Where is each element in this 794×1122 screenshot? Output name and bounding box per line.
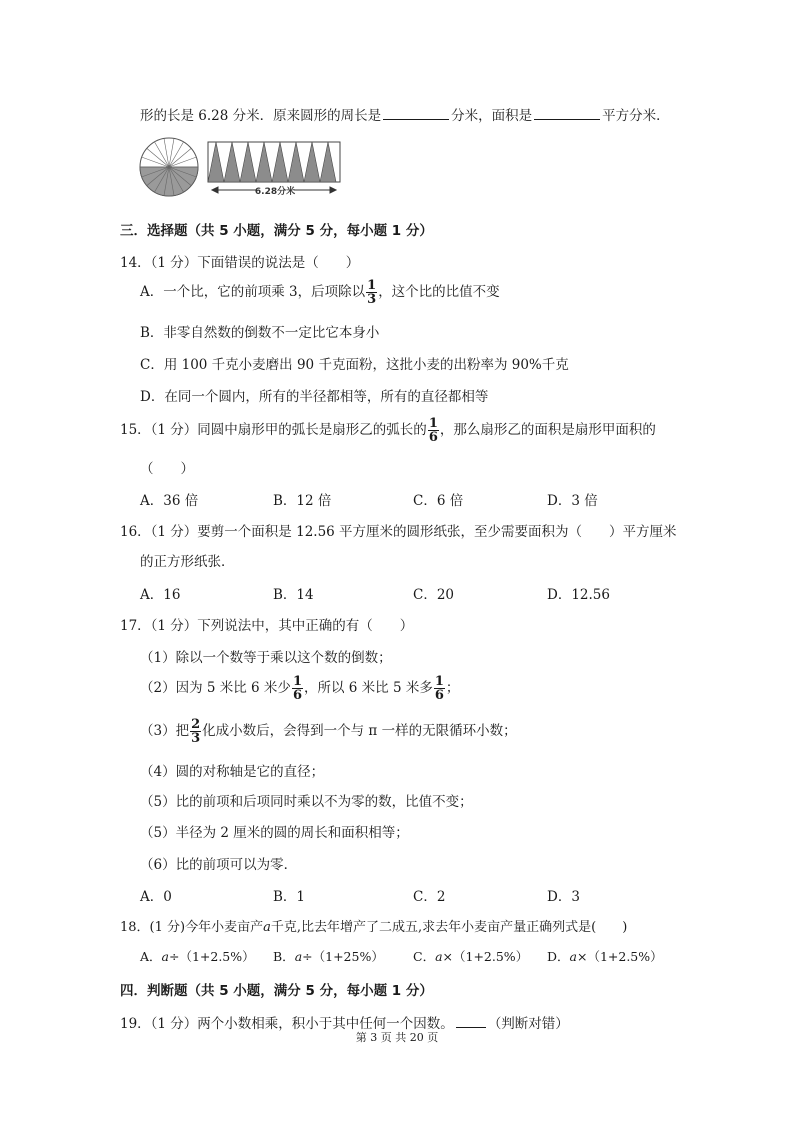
question-14-option-a[interactable]: A．一个比，它的前项乘 3，后项除以 $\frac{1}{3}$ ，这个比的比值不变 <box>140 278 500 307</box>
answer-blank-perimeter[interactable] <box>383 107 449 120</box>
fraction-one-sixth: $\frac{1}{6}$ <box>292 674 302 703</box>
fraction-one-third: $\frac{1}{3}$ <box>367 278 377 307</box>
question-15-stem: 15．（1 分）同圆中扇形甲的弧长是扇形乙的弧长的 $\frac{1}{6}$ ，那么扇形乙的面积是扇形甲面积的 <box>120 416 656 445</box>
question-17-option-c[interactable]: C．2 <box>413 889 446 905</box>
question-14-option-d[interactable]: D．在同一个圆内，所有的半径都相等，所有的直径都相等 <box>140 389 489 405</box>
question-18-stem: 18．(1 分)今年小麦亩产a千克,比去年增产了二成五,求去年小麦亩产量正确列式是( ) <box>120 920 628 935</box>
question-16-option-d[interactable]: D．12.56 <box>547 587 610 603</box>
question-18-option-a[interactable]: A．a÷（1+2.5%） <box>140 949 255 964</box>
question-17-statement-6: （5）半径为 2 厘米的圆的周长和面积相等； <box>140 825 409 841</box>
question-14-option-b[interactable]: B．非零自然数的倒数不一定比它本身小 <box>140 325 380 341</box>
question-17-option-d[interactable]: D．3 <box>547 889 580 905</box>
question-17-statement-2: （2）因为 5 米比 6 米少 $\frac{1}{6}$ ，所以 6 米比 5 米多 $\frac{1}{6}$ ； <box>140 674 460 703</box>
question-18-option-d[interactable]: D．a×（1+2.5%） <box>547 949 663 964</box>
question-17-statement-7: （6）比的前项可以为零． <box>140 857 298 873</box>
question-15-option-a[interactable]: A．36 倍 <box>140 493 199 509</box>
question-17-option-a[interactable]: A．0 <box>140 889 172 905</box>
question-18-option-b[interactable]: B．a÷（1+25%） <box>273 949 384 964</box>
question-17-statement-4: （4）圆的对称轴是它的直径； <box>140 764 325 780</box>
rearranged-strip <box>208 142 340 197</box>
circle-rearrangement-figure <box>138 136 350 198</box>
question-18-option-c[interactable]: C．a×（1+2.5%） <box>413 949 529 964</box>
question-16-option-a[interactable]: A．16 <box>140 587 181 603</box>
section-3-title: 三．选择题（共 5 小题，满分 5 分，每小题 1 分） <box>120 223 433 239</box>
divided-circle <box>140 138 198 196</box>
section-4-title: 四．判断题（共 5 小题，满分 5 分，每小题 1 分） <box>120 983 433 999</box>
question-14-stem: 14．（1 分）下面错误的说法是（ ） <box>120 255 360 271</box>
question-16-stem-line2: 的正方形纸张． <box>140 554 235 570</box>
fraction-two-thirds: $\frac{2}{3}$ <box>191 717 201 746</box>
question-16-stem-line1: 16．（1 分）要剪一个面积是 12.56 平方厘米的圆形纸张，至少需要面积为（ ）平方厘米 <box>120 524 677 540</box>
fraction-one-sixth: $\frac{1}{6}$ <box>434 674 444 703</box>
question-17-statement-1: （1）除以一个数等于乘以这个数的倒数； <box>140 650 392 666</box>
question-17-statement-3: （3）把 $\frac{2}{3}$ 化成小数后，会得到一个与 π 一样的无限循环小数； <box>140 717 517 746</box>
question-15-option-c[interactable]: C．6 倍 <box>413 493 464 509</box>
fraction-one-sixth: $\frac{1}{6}$ <box>428 416 438 445</box>
question-17-statement-5: （5）比的前项和后项同时乘以不为零的数，比值不变； <box>140 794 473 810</box>
strip-length-label: 6.28分米 <box>254 187 296 197</box>
question-15-paren: （ ） <box>140 461 194 477</box>
question-16-option-c[interactable]: C．20 <box>413 587 455 603</box>
question-15-option-d[interactable]: D．3 倍 <box>547 493 598 509</box>
page-footer: 第 3 页 共 20 页 <box>355 1031 439 1044</box>
question-17-stem: 17．（1 分）下列说法中，其中正确的有（ ） <box>120 618 414 634</box>
answer-blank-true-false[interactable] <box>456 1015 486 1028</box>
question-19-stem: 19．（1 分）两个小数相乘，积小于其中任何一个因数。 （判断对错） <box>120 1016 569 1032</box>
question-14-option-c[interactable]: C．用 100 千克小麦磨出 90 千克面粉，这批小麦的出粉率为 90%千克 <box>140 357 569 373</box>
question-17-option-b[interactable]: B．1 <box>273 889 306 905</box>
question-15-option-b[interactable]: B．12 倍 <box>273 493 332 509</box>
question-16-option-b[interactable]: B．14 <box>273 587 314 603</box>
answer-blank-area[interactable] <box>534 107 600 120</box>
q13-line: 形的长是 6.28 分米．原来圆形的周长是 分米，面积是 平方分米． <box>140 108 670 124</box>
